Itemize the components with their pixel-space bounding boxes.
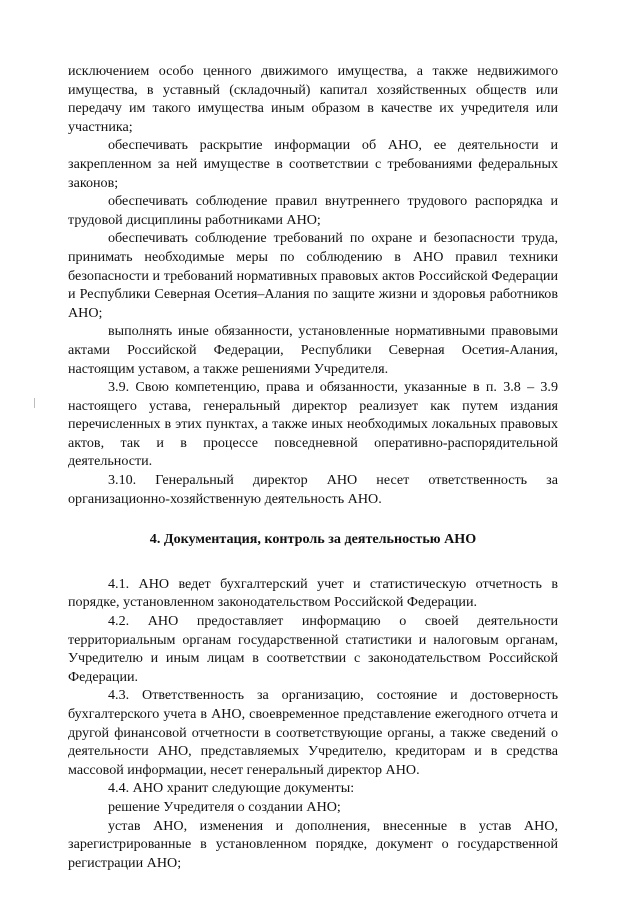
paragraph-4-4: 4.4. АНО хранит следующие документы:: [108, 780, 355, 797]
paragraph-4-3: 4.3. Ответственность за организацию, состояние и достоверность бухгалтерского учета в АНО, своевременное представление ежегодного отчета и другой финансовой отчетности в соответствующие органы, а также сведений о деятельности АНО, представляемых Учредителю, кредиторам и в средства массовой информации, несет генеральный директор АНО.: [68, 687, 558, 778]
paragraph-other-duties: выполнять иные обязанности, установленные нормативными правовыми актами Российской Федерации, Республики Северная Осетия-Алания, настоящим уставом, а также решениями Учредителя.: [68, 323, 558, 377]
paragraph-labor-rules: обеспечивать соблюдение правил внутреннего трудового распорядка и трудовой дисциплины работниками АНО;: [68, 193, 558, 228]
paragraph-4-1: 4.1. АНО ведет бухгалтерский учет и статистическую отчетность в порядке, установленном законодательством Российской Федерации.: [68, 575, 558, 611]
paragraph-charter: устав АНО, изменения и дополнения, внесенные в устав АНО, зарегистрированные в установленном порядке, документ о государственной регистрации АНО;: [68, 817, 558, 871]
paragraph-continuation: исключением особо ценного движимого имущества, а также недвижимого имущества, в уставный (складочный) капитал хозяйственных обществ или передачу им такого имущества иным образом в качестве их учредителя или участника;: [68, 63, 558, 135]
paragraph-3-10: 3.10. Генеральный директор АНО несет ответственность за организационно-хозяйственную деятельность АНО.: [68, 472, 558, 507]
paragraph-safety: обеспечивать соблюдение требований по охране и безопасности труда, принимать необходимые меры по соблюдению в АНО правил техники безопасности и требований нормативных правовых актов Российской Федерации и Республики Северная Осетия–Алания по защите жизни и здоровья работников АНО;: [68, 230, 558, 321]
paragraph-3-9: 3.9. Свою компетенцию, права и обязанности, указанные в п. 3.8 – 3.9 настоящего устава, генеральный директор реализует как путем издания перечисленных в этих пунктах, а также иных необходимых локальных правовых актов, так и в процессе повседневной оперативно-распорядительной деятельности.: [68, 379, 558, 470]
paragraph-disclosure: обеспечивать раскрытие информации об АНО, ее деятельности и закрепленном за ней имуществе в соответствии с требованиями федеральных законов;: [68, 137, 558, 191]
document-page: [68, 62, 558, 872]
margin-mark: [34, 398, 35, 408]
paragraph-founder-decision: решение Учредителя о создании АНО;: [108, 798, 341, 815]
paragraph-4-2: 4.2. АНО предоставляет информацию о своей деятельности территориальным органам государственной статистики и налоговым органам, Учредителю и иным лицам в соответствии с законодательством Российской Федерации.: [68, 613, 558, 685]
section-heading: 4. Документация, контроль за деятельностью АНО: [149, 531, 477, 548]
